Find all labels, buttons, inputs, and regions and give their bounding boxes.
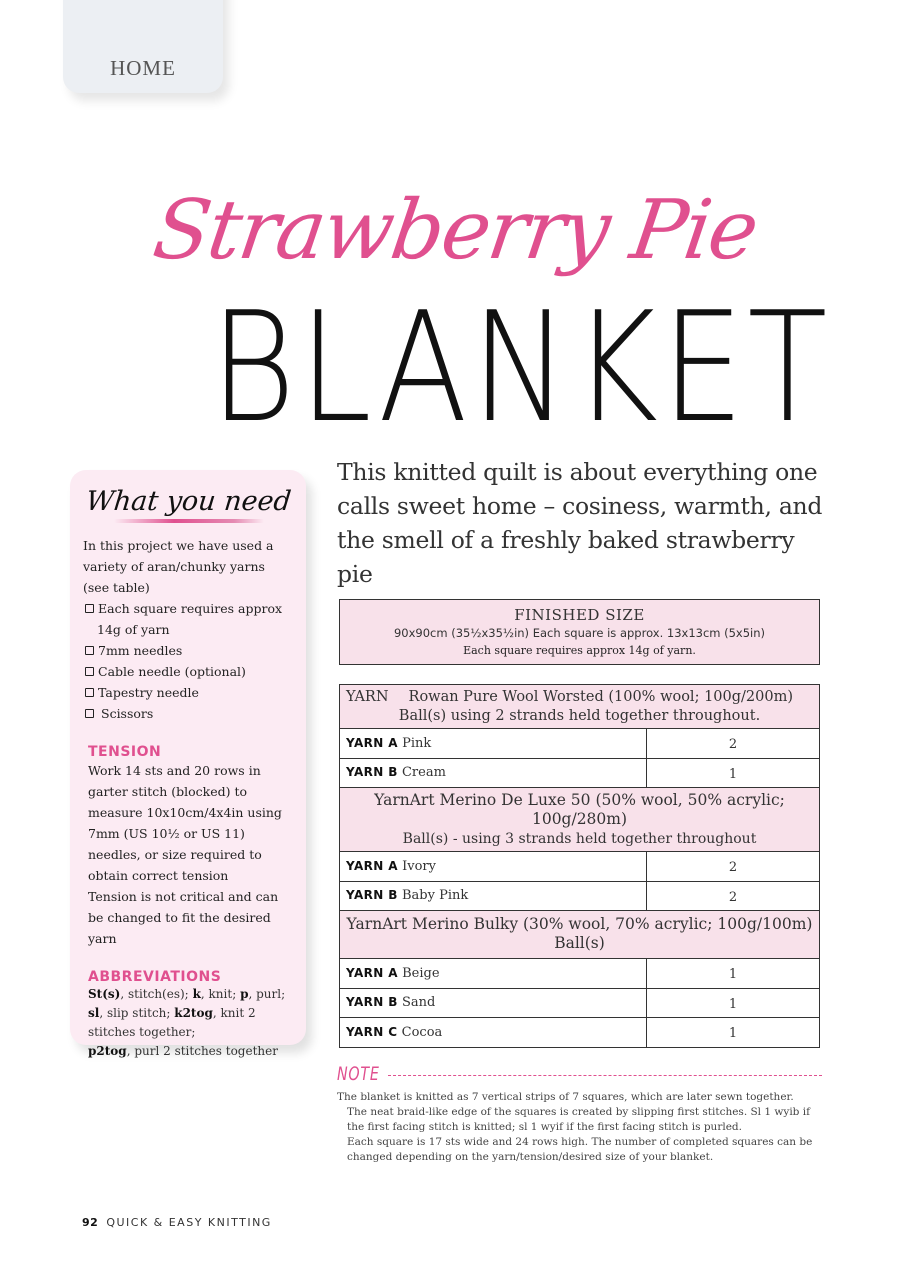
tension-text: Work 14 sts and 20 rows in garter stitch (blocked) to measure 10x10cm/4x4in using 7mm (US 10½ or US 11) needles, or size required to obtain correct tension [88, 763, 282, 883]
brush-underline-decoration [114, 519, 264, 523]
checkbox-icon [85, 688, 94, 697]
table-row: YARN A Beige 1 [340, 959, 820, 989]
materials-item: Cable needle (optional) [83, 661, 294, 682]
page-title: BLANKET [209, 279, 831, 456]
tension-section [83, 744, 294, 949]
materials-list [83, 598, 294, 724]
page-number: 92 [82, 1216, 99, 1229]
table-row: YARN B Cream 1 [340, 758, 820, 788]
materials-intro: In this project we have used a variety of aran/chunky yarns (see table) [83, 538, 274, 595]
materials-item: Tapestry needle [83, 682, 294, 703]
materials-item-continued: 14g of yarn [97, 622, 170, 637]
table-row: YARN C Cocoa 1 [340, 1018, 820, 1048]
table-row: YARN A Ivory 2 [340, 852, 820, 882]
finished-size-box [339, 599, 820, 665]
what-you-need-heading: What you need [84, 486, 293, 517]
table-row: YARN B Baby Pink 2 [340, 881, 820, 911]
materials-item: 7mm needles [83, 640, 294, 661]
checkbox-icon [85, 646, 94, 655]
checkbox-icon [85, 709, 94, 718]
yarn-table [339, 684, 820, 1048]
table-row: YARN A Pink 2 [340, 729, 820, 759]
checkbox-icon [85, 667, 94, 676]
abbreviations-heading: ABBREVIATIONS [88, 969, 222, 985]
title-script: Strawberry Pie [147, 183, 763, 278]
table-row: YARN B Sand 1 [340, 988, 820, 1018]
note-section [337, 1063, 822, 1165]
publication-name: QUICK & EASY KNITTING [106, 1216, 272, 1229]
finished-size-heading: FINISHED SIZE [514, 606, 645, 624]
dashed-divider [388, 1075, 822, 1076]
page-footer [82, 1216, 272, 1229]
finished-size-dimensions: 90x90cm (35½x35½in) Each square is approx. 13x13cm (5x5in) [393, 626, 766, 640]
tension-heading: TENSION [88, 744, 162, 760]
intro-text: This knitted quilt is about everything one calls sweet home – cosiness, warmth, and the smell of a freshly baked strawberry pie [337, 458, 823, 588]
checkbox-icon [85, 604, 94, 613]
materials-item: Scissors [83, 703, 294, 724]
yarn-label: YARN [346, 689, 389, 705]
note-heading: NOTE [337, 1063, 380, 1085]
yarn-group-header: YarnArt Merino De Luxe 50 (50% wool, 50% acrylic; 100g/280m) Ball(s) - using 3 strands held together throughout [340, 788, 820, 852]
note-body: The blanket is knitted as 7 vertical strips of 7 squares, which are later sewn together. The neat braid-like edge of the squares is created by slipping first stitches. Sl 1 wyib if the first facing stitch is knitted; sl 1 wyif if the first facing stitch is purled. Each square is 17 sts wide and 24 rows high. The number of completed squares can be changed depending on the yarn/tension/desired size of your blanket. [337, 1091, 813, 1163]
section-tab-label: HOME [110, 56, 176, 80]
yarn-group-header: YarnArt Merino Bulky (30% wool, 70% acrylic; 100g/100m) Ball(s) [340, 911, 820, 959]
tension-note: Tension is not critical and can be changed to fit the desired yarn [88, 889, 279, 946]
finished-size-yarn-note: Each square requires approx 14g of yarn. [463, 644, 696, 657]
materials-item: Each square requires approx [83, 598, 294, 619]
what-you-need-panel [70, 470, 306, 1058]
yarn-group-header: YARN Rowan Pure Wool Worsted (100% wool; 100g/200m) Ball(s) using 2 strands held together throughout. [340, 685, 820, 729]
section-tab-home [63, 0, 223, 93]
abbreviations-text: St(s), stitch(es); k, knit; p, purl; sl, slip stitch; k2tog, knit 2 stitches together; p2tog, purl 2 stitches together [88, 987, 286, 1058]
